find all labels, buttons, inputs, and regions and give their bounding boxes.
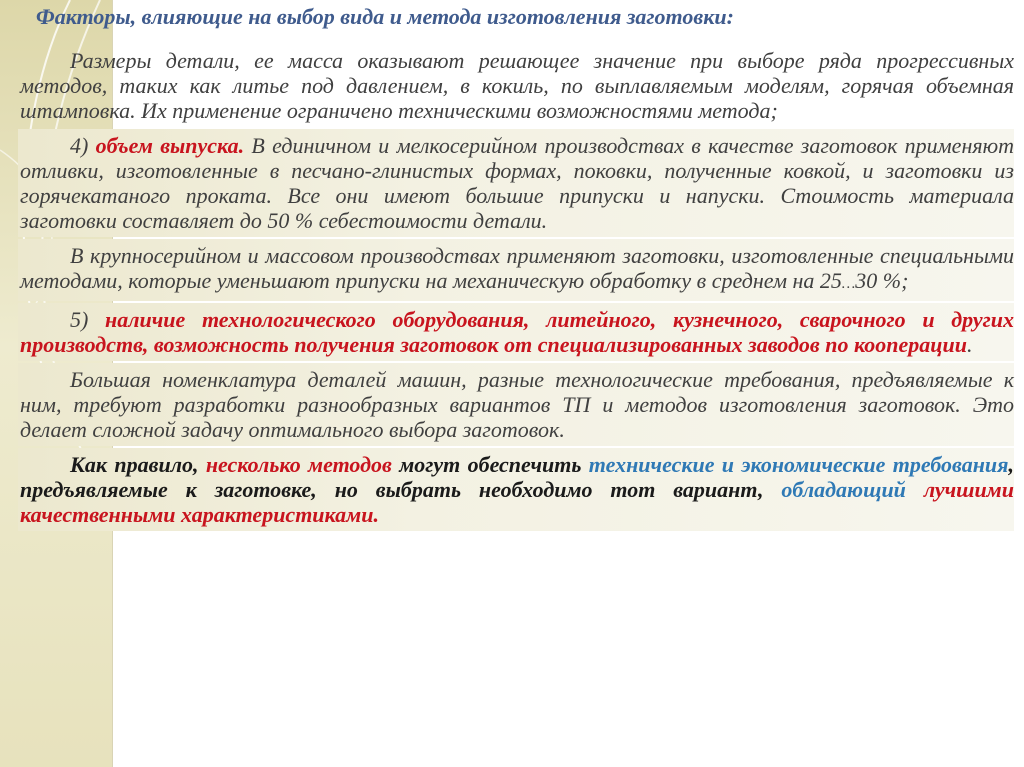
paragraph-mass-production: [18, 239, 1014, 301]
highlight-equipment: наличие технологического оборудования, литейного, кузнечного, сварочного и других производств, возможность получения заготовок от специализированных заводов по кооперации: [20, 307, 1014, 357]
highlight-production-volume: объем выпуска.: [95, 133, 245, 158]
conclusion-part-3: могут обеспечить: [391, 452, 589, 477]
paragraph-text-end: 30 %;: [855, 268, 909, 293]
highlight-requirements: технические и экономические требования: [588, 452, 1009, 477]
highlight-best-characteristics: лучшими качественными характеристиками.: [20, 477, 1014, 527]
highlight-possessing: обладающий: [781, 477, 906, 502]
paragraph-text: Размеры детали, ее масса оказывают решающее значение при выборе ряда прогрессивных методов, таких как литье под давлением, в кокиль, по выплавляемым моделям, горячая объемная штамповка. Их применение ограничено техническими возможностями метода;: [20, 48, 1014, 123]
conclusion-space: [906, 477, 924, 502]
paragraph-conclusion: [18, 448, 1014, 531]
paragraph-size-mass: [18, 44, 1014, 127]
conclusion-part-1: Как правило,: [70, 452, 206, 477]
paragraph-production-volume: [18, 129, 1014, 237]
highlight-several-methods: несколько методов: [205, 452, 392, 477]
paragraph-text: В единичном и мелкосерийном производствах в качестве заготовок применяют отливки, изготовленные в песчано-глинистых формах, поковки, полученные ковкой, и заготовки из горячекатаного проката. Все они имеют большие припуски и напуски. Стоимость материала заготовки составляет до 50 % себестоимости детали.: [20, 133, 1014, 233]
item-number: 4): [70, 133, 96, 158]
item-number: 5): [70, 307, 105, 332]
paragraph-nomenclature: [18, 363, 1014, 446]
slide-content: [18, 44, 1014, 533]
conclusion-part-5: , предъявляемые к заготовке, но выбрать необходимо тот вариант,: [20, 452, 1014, 502]
paragraph-text-end: .: [966, 332, 973, 357]
slide-title: Факторы, влияющие на выбор вида и метода изготовления заготовки:: [36, 4, 734, 29]
range-ellipsis: …: [841, 276, 856, 292]
paragraph-text: В крупносерийном и массовом производствах применяют заготовки, изготовленные специальными методами, которые уменьшают припуски на механическую обработку в среднем на 25: [20, 243, 1014, 293]
paragraph-text: Большая номенклатура деталей машин, разные технологические требования, предъявляемые к ним, требуют разработки разнообразных вариантов ТП и методов изготовления заготовок. Это делает сложной задачу оптимального выбора заготовок.: [20, 367, 1014, 442]
paragraph-equipment: [18, 303, 1014, 361]
